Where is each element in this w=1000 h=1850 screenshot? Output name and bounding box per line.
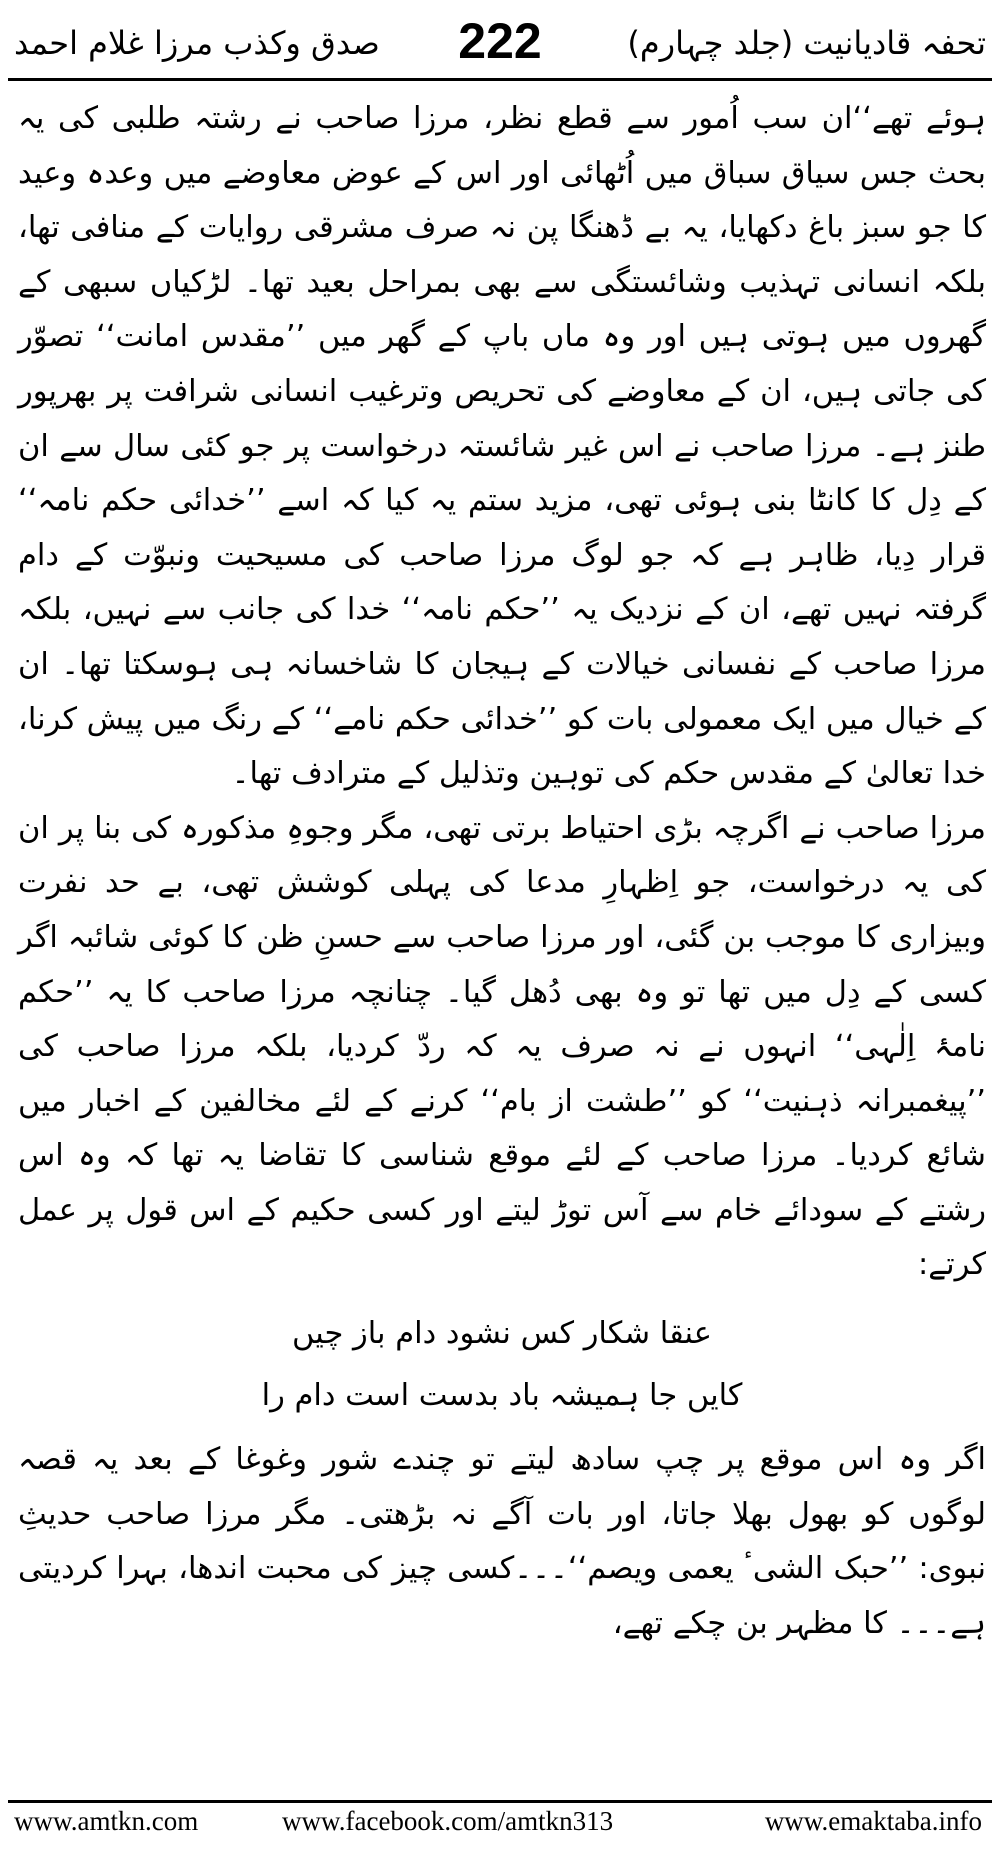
page-body — [18, 92, 986, 1651]
footer-rule — [8, 1800, 992, 1803]
paragraph-3: اگر وہ اس موقع پر چپ سادھ لیتے تو چندے شور وغوغا کے بعد یہ قصہ لوگوں کو بھول بھلا جاتا، اور بات آگے نہ بڑھتی۔ مگر مرزا صاحب حدیثِ نبوی: ’’حبک الشیٴ یعمی ویصم‘‘۔۔۔کسی چیز کی محبت اندھا، بہرا کردیتی ہے۔۔۔ کا مظہر بن چکے تھے، — [18, 1442, 986, 1641]
footer-link-facebook[interactable]: www.facebook.com/amtkn313 — [282, 1806, 614, 1836]
verse-line-2: کایں جا ہمیشہ باد بدست است دام را — [261, 1378, 743, 1414]
footer-link-amtkn[interactable]: www.amtkn.com — [14, 1806, 199, 1836]
chapter-title: صدق وکذب مرزا غلام احمد — [14, 24, 380, 62]
paragraph-2: مرزا صاحب نے اگرچہ بڑی احتیاط برتی تھی، مگر وجوہِ مذکورہ کی بنا پر ان کی یہ درخواست، جو اِظہارِ مدعا کی پہلی کوشش تھی، بے حد نفرت وبیزاری کا موجب بن گئی، اور مرزا صاحب سے حسنِ ظن کا کوئی شائبہ اگر کسی کے دِل میں تھا تو وہ بھی دُھل گیا۔ چنانچہ مرزا صاحب کا یہ ’’حکم نامۂ اِلٰہی‘‘ انہوں نے نہ صرف یہ کہ ردّ کردیا، بلکہ مرزا صاحب کی ’’پیغمبرانہ ذہنیت‘‘ کو ’’طشت از بام‘‘ کرنے کے لئے مخالفین کے اخبار میں شائع کردیا۔ مرزا صاحب کے لئے موقع شناسی کا تقاضا یہ تھا کہ وہ اس رشتے کے سودائے خام سے آس توڑ لیتے اور کسی حکیم کے اس قول پر عمل کرتے: — [18, 810, 986, 1283]
page-footer — [0, 1806, 1000, 1846]
paragraph-1: ہوئے تھے‘‘ان سب اُمور سے قطع نظر، مرزا صاحب نے رشتہ طلبی کی یہ بحث جس سیاق سباق میں اُٹھائی اور اس کے عوض معاوضے میں وعدہ وعید کا جو سبز باغ دکھایا، یہ بے ڈھنگا پن نہ صرف مشرقی روایات کے منافی تھا، بلکہ انسانی تہذیب وشائستگی سے بھی بمراحل بعید تھا۔ لڑکیاں سبھی کے گھروں میں ہوتی ہیں اور وہ ماں باپ کے گھر میں ’’مقدس امانت‘‘ تصوّر کی جاتی ہیں، ان کے معاوضے کی تحریص وترغیب انسانی شرافت پر بھرپور طنز ہے۔ مرزا صاحب نے اس غیر شائستہ درخواست پر جو کئی سال سے ان کے دِل کا کانٹا بنی ہوئی تھی، مزید ستم یہ کیا کہ اسے ’’خدائی حکم نامہ‘‘ قرار دِیا، ظاہر ہے کہ جو لوگ مرزا صاحب کی مسیحیت ونبوّت کے دام گرفتہ نہیں تھے، ان کے نزدیک یہ ’’حکم نامہ‘‘ خدا کی جانب سے نہیں، بلکہ مرزا صاحب کے نفسانی خیالات کے ہیجان کا شاخسانہ ہی ہوسکتا تھا۔ ان کے خیال میں ایک معمولی بات کو ’’خدائی حکم نامے‘‘ کے رنگ میں پیش کرنا، خدا تعالیٰ کے مقدس حکم کی توہین وتذلیل کے مترادف تھا۔ — [18, 101, 986, 792]
header-rule — [8, 78, 992, 81]
persian-verse — [18, 1303, 986, 1427]
book-title: تحفہ قادیانیت (جلد چہارم) — [627, 24, 986, 62]
footer-link-emaktaba[interactable]: www.emaktaba.info — [764, 1806, 982, 1836]
page-number: 222 — [458, 13, 542, 69]
verse-line-1: عنقا شکار کس نشود دام باز چیں — [292, 1316, 712, 1352]
page-header — [0, 14, 1000, 74]
